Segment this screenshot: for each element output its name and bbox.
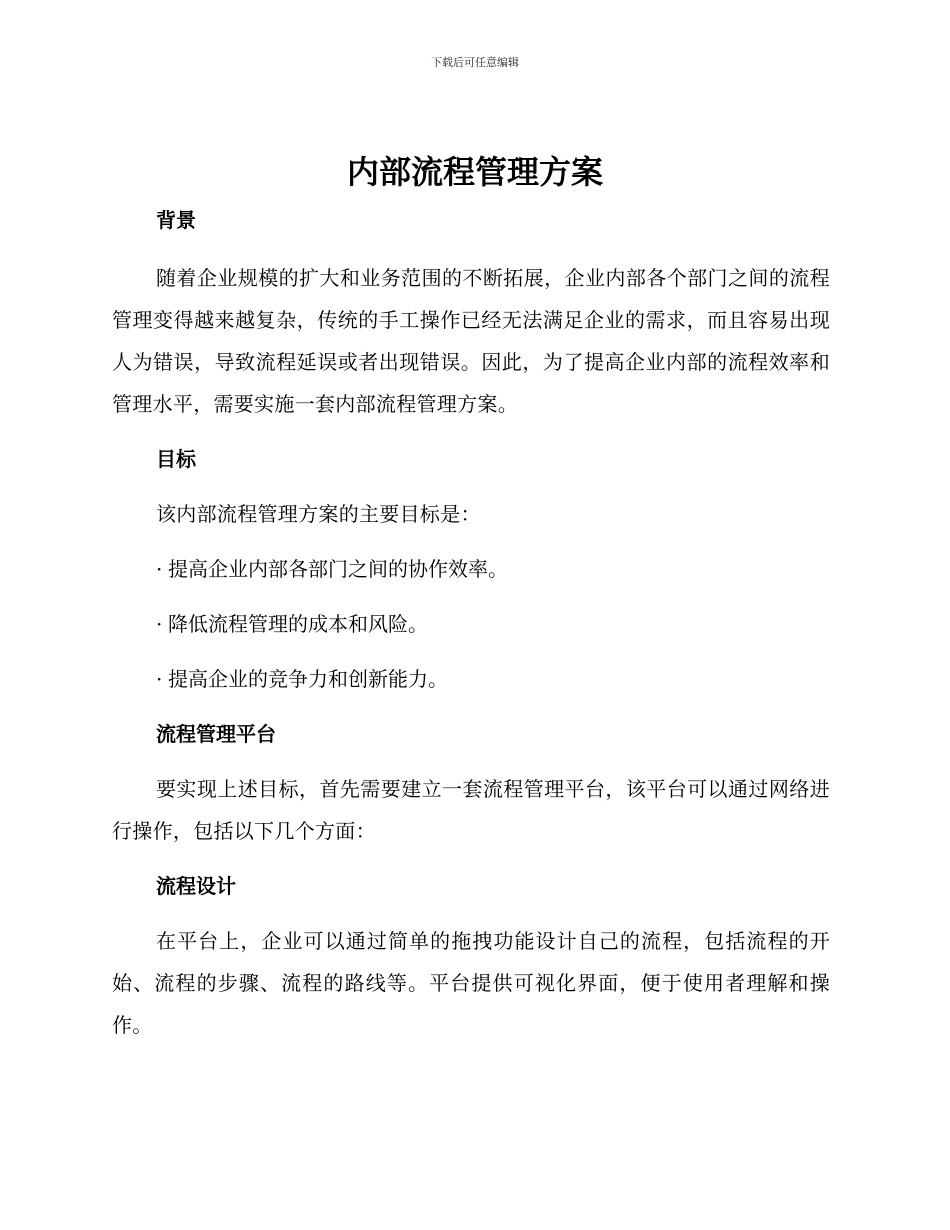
background-paragraph: 随着企业规模的扩大和业务范围的不断拓展，企业内部各个部门之间的流程管理变得越来越复杂，传统的手工操作已经无法满足企业的需求，而且容易出现人为错误，导致流程延误或者出现错误。因此，为了提高企业内部的流程效率和管理水平，需要实施一套内部流程管理方案。	[112, 266, 830, 416]
section-heading-background: 背景	[156, 208, 196, 232]
section-background	[112, 200, 830, 425]
goal-item	[112, 658, 830, 700]
header-note: 下载后可任意编辑	[431, 56, 519, 69]
section-heading-goals: 目标	[156, 447, 196, 471]
section-design	[112, 866, 830, 1046]
section-platform	[112, 714, 830, 852]
design-paragraph: 在平台上，企业可以通过简单的拖拽功能设计自己的流程，包括流程的开始、流程的步骤、流程的路线等。平台提供可视化界面，便于使用者理解和操作。	[112, 929, 830, 1037]
bullet-dot-icon: ·	[156, 557, 163, 581]
bullet-dot-icon: ·	[156, 612, 163, 636]
goal-item	[112, 548, 830, 590]
goal-item	[112, 603, 830, 645]
bullet-dot-icon: ·	[156, 667, 163, 691]
goals-intro: 该内部流程管理方案的主要目标是：	[156, 502, 481, 526]
document-title: 内部流程管理方案	[346, 153, 603, 191]
goal-item-text: 提高企业的竞争力和创新能力。	[168, 667, 448, 691]
document-body	[112, 200, 830, 1046]
platform-paragraph: 要实现上述目标，首先需要建立一套流程管理平台，该平台可以通过网络进行操作，包括以下几个方面：	[112, 777, 830, 843]
section-goals	[112, 439, 830, 700]
goal-item-text: 提高企业内部各部门之间的协作效率。	[168, 557, 508, 581]
goal-item-text: 降低流程管理的成本和风险。	[168, 612, 428, 636]
section-heading-design: 流程设计	[156, 874, 236, 898]
section-heading-platform: 流程管理平台	[156, 722, 276, 746]
